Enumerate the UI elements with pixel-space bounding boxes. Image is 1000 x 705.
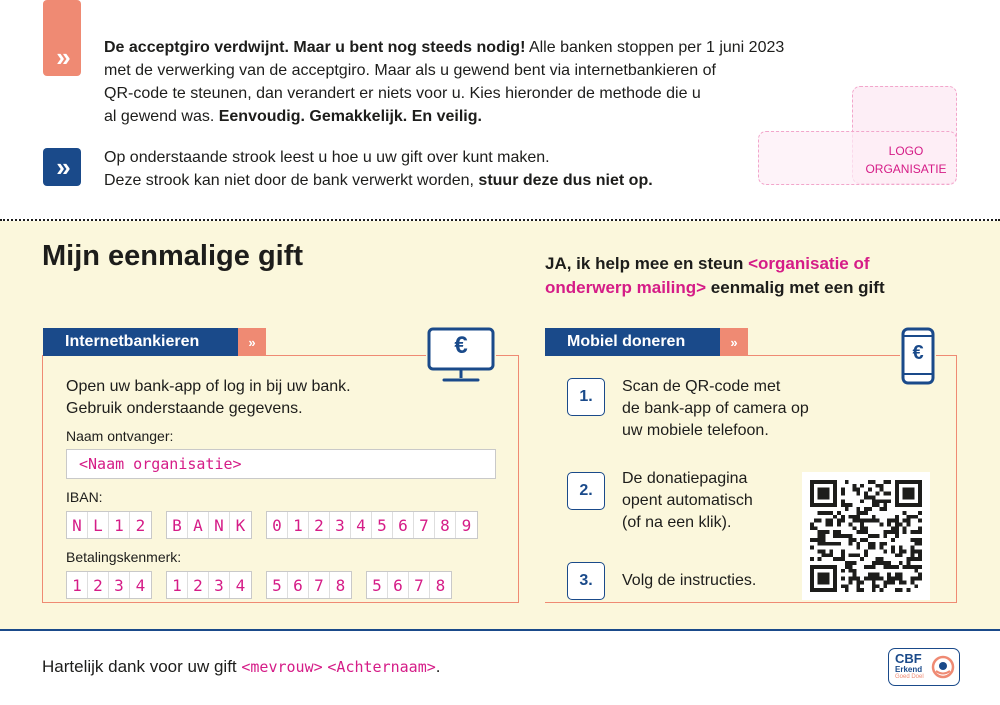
tab-mobiel-doneren: Mobiel doneren [545, 328, 721, 356]
character-cell: 7 [414, 512, 435, 538]
character-cell: 4 [235, 575, 246, 595]
name-field: <Naam organisatie> [66, 449, 496, 479]
character-cell: 8 [435, 512, 456, 538]
character-cell: 6 [388, 572, 409, 598]
internet-instructions: Open uw bank-app of log in bij uw bank. Gebruik onderstaande gegevens. [66, 378, 351, 417]
step-number: 3. [567, 562, 605, 600]
step-text: Scan de QR-code met de bank-app of camera op uw mobiele telefoon. [622, 378, 809, 439]
character-cell: 3 [330, 512, 351, 538]
chevron-icon: » [43, 148, 81, 186]
character-cell: K [235, 515, 246, 535]
character-cell: L [88, 512, 109, 538]
ja-statement: JA, ik help mee en steun <organisatie of onderwerp mailing> eenmalig met een gift [545, 254, 885, 297]
character-group [166, 511, 252, 539]
character-group [66, 511, 152, 539]
step-text: De donatiepagina opent automatisch (of na een klik). [622, 470, 753, 531]
logo-text: LOGO ORGANISATIE [865, 144, 947, 176]
tab-internetbankieren: Internetbankieren [43, 328, 239, 356]
character-cell: 4 [135, 575, 146, 595]
cbf-logo: CBF Erkend Goed Doel [888, 648, 960, 686]
chevron-down-icon: » [720, 328, 748, 356]
character-cell: 6 [288, 572, 309, 598]
character-cell: 2 [88, 572, 109, 598]
name-label: Naam ontvanger: [66, 428, 174, 444]
step-text: Volg de instructies. [622, 572, 757, 589]
intro-paragraph: De acceptgiro verdwijnt. Maar u bent nog steeds nodig! Alle banken stoppen per 1 juni 2023 met de verwerking van de acceptgiro. Maar als u gewend bent via internetbankieren of QR-code te steunen, dan verandert er niets voor u. Kies hieronder de methode die u al gewend was. Eenvoudig. Gemakkelijk. En veilig. [104, 39, 785, 125]
iban-label: IBAN: [66, 489, 103, 505]
character-cell: N [209, 512, 230, 538]
character-cell: 5 [372, 512, 393, 538]
character-cell: 1 [109, 512, 130, 538]
character-cell: 4 [351, 512, 372, 538]
phone-euro-icon: € [900, 326, 936, 386]
chevron-down-icon: » [238, 328, 266, 356]
chevron-icon: » [43, 0, 81, 76]
character-group [266, 511, 478, 539]
step-number: 1. [567, 378, 605, 416]
character-cell: A [188, 512, 209, 538]
character-cell: 1 [288, 512, 309, 538]
character-cell: 2 [135, 515, 146, 535]
character-group [66, 571, 152, 599]
character-cell: 8 [335, 575, 346, 595]
page-title: Mijn eenmalige gift [42, 240, 304, 272]
thank-you-text: Hartelijk dank voor uw gift <mevrouw> <Achternaam>. [42, 657, 441, 676]
character-cell: 0 [267, 512, 288, 538]
character-cell: N [67, 512, 88, 538]
character-cell: 7 [309, 572, 330, 598]
intro-headline: De acceptgiro verdwijnt. Maar u bent nog steeds nodig! [104, 39, 526, 56]
character-cell: 6 [393, 512, 414, 538]
character-cell: 3 [209, 572, 230, 598]
character-cell: 1 [167, 572, 188, 598]
character-cell: 1 [67, 572, 88, 598]
character-cell: 9 [461, 515, 472, 535]
character-cell: 8 [435, 575, 446, 595]
character-cell: 7 [409, 572, 430, 598]
qr-code[interactable] [802, 472, 930, 600]
eye-icon [931, 655, 955, 679]
character-cell: B [167, 512, 188, 538]
character-group [266, 571, 352, 599]
footer-divider [0, 629, 1000, 631]
character-cell: 5 [367, 572, 388, 598]
instruction-paragraph: Op onderstaande strook leest u hoe u uw gift over kunt maken. Deze strook kan niet door de bank verwerkt worden, stuur deze dus niet op. [104, 149, 653, 189]
character-group [366, 571, 452, 599]
character-cell: 2 [309, 512, 330, 538]
character-group [166, 571, 252, 599]
character-cell: 2 [188, 572, 209, 598]
step-number: 2. [567, 472, 605, 510]
character-cell: 3 [109, 572, 130, 598]
monitor-euro-icon: € [426, 326, 496, 384]
reference-label: Betalingskenmerk: [66, 549, 182, 565]
character-cell: 5 [267, 572, 288, 598]
